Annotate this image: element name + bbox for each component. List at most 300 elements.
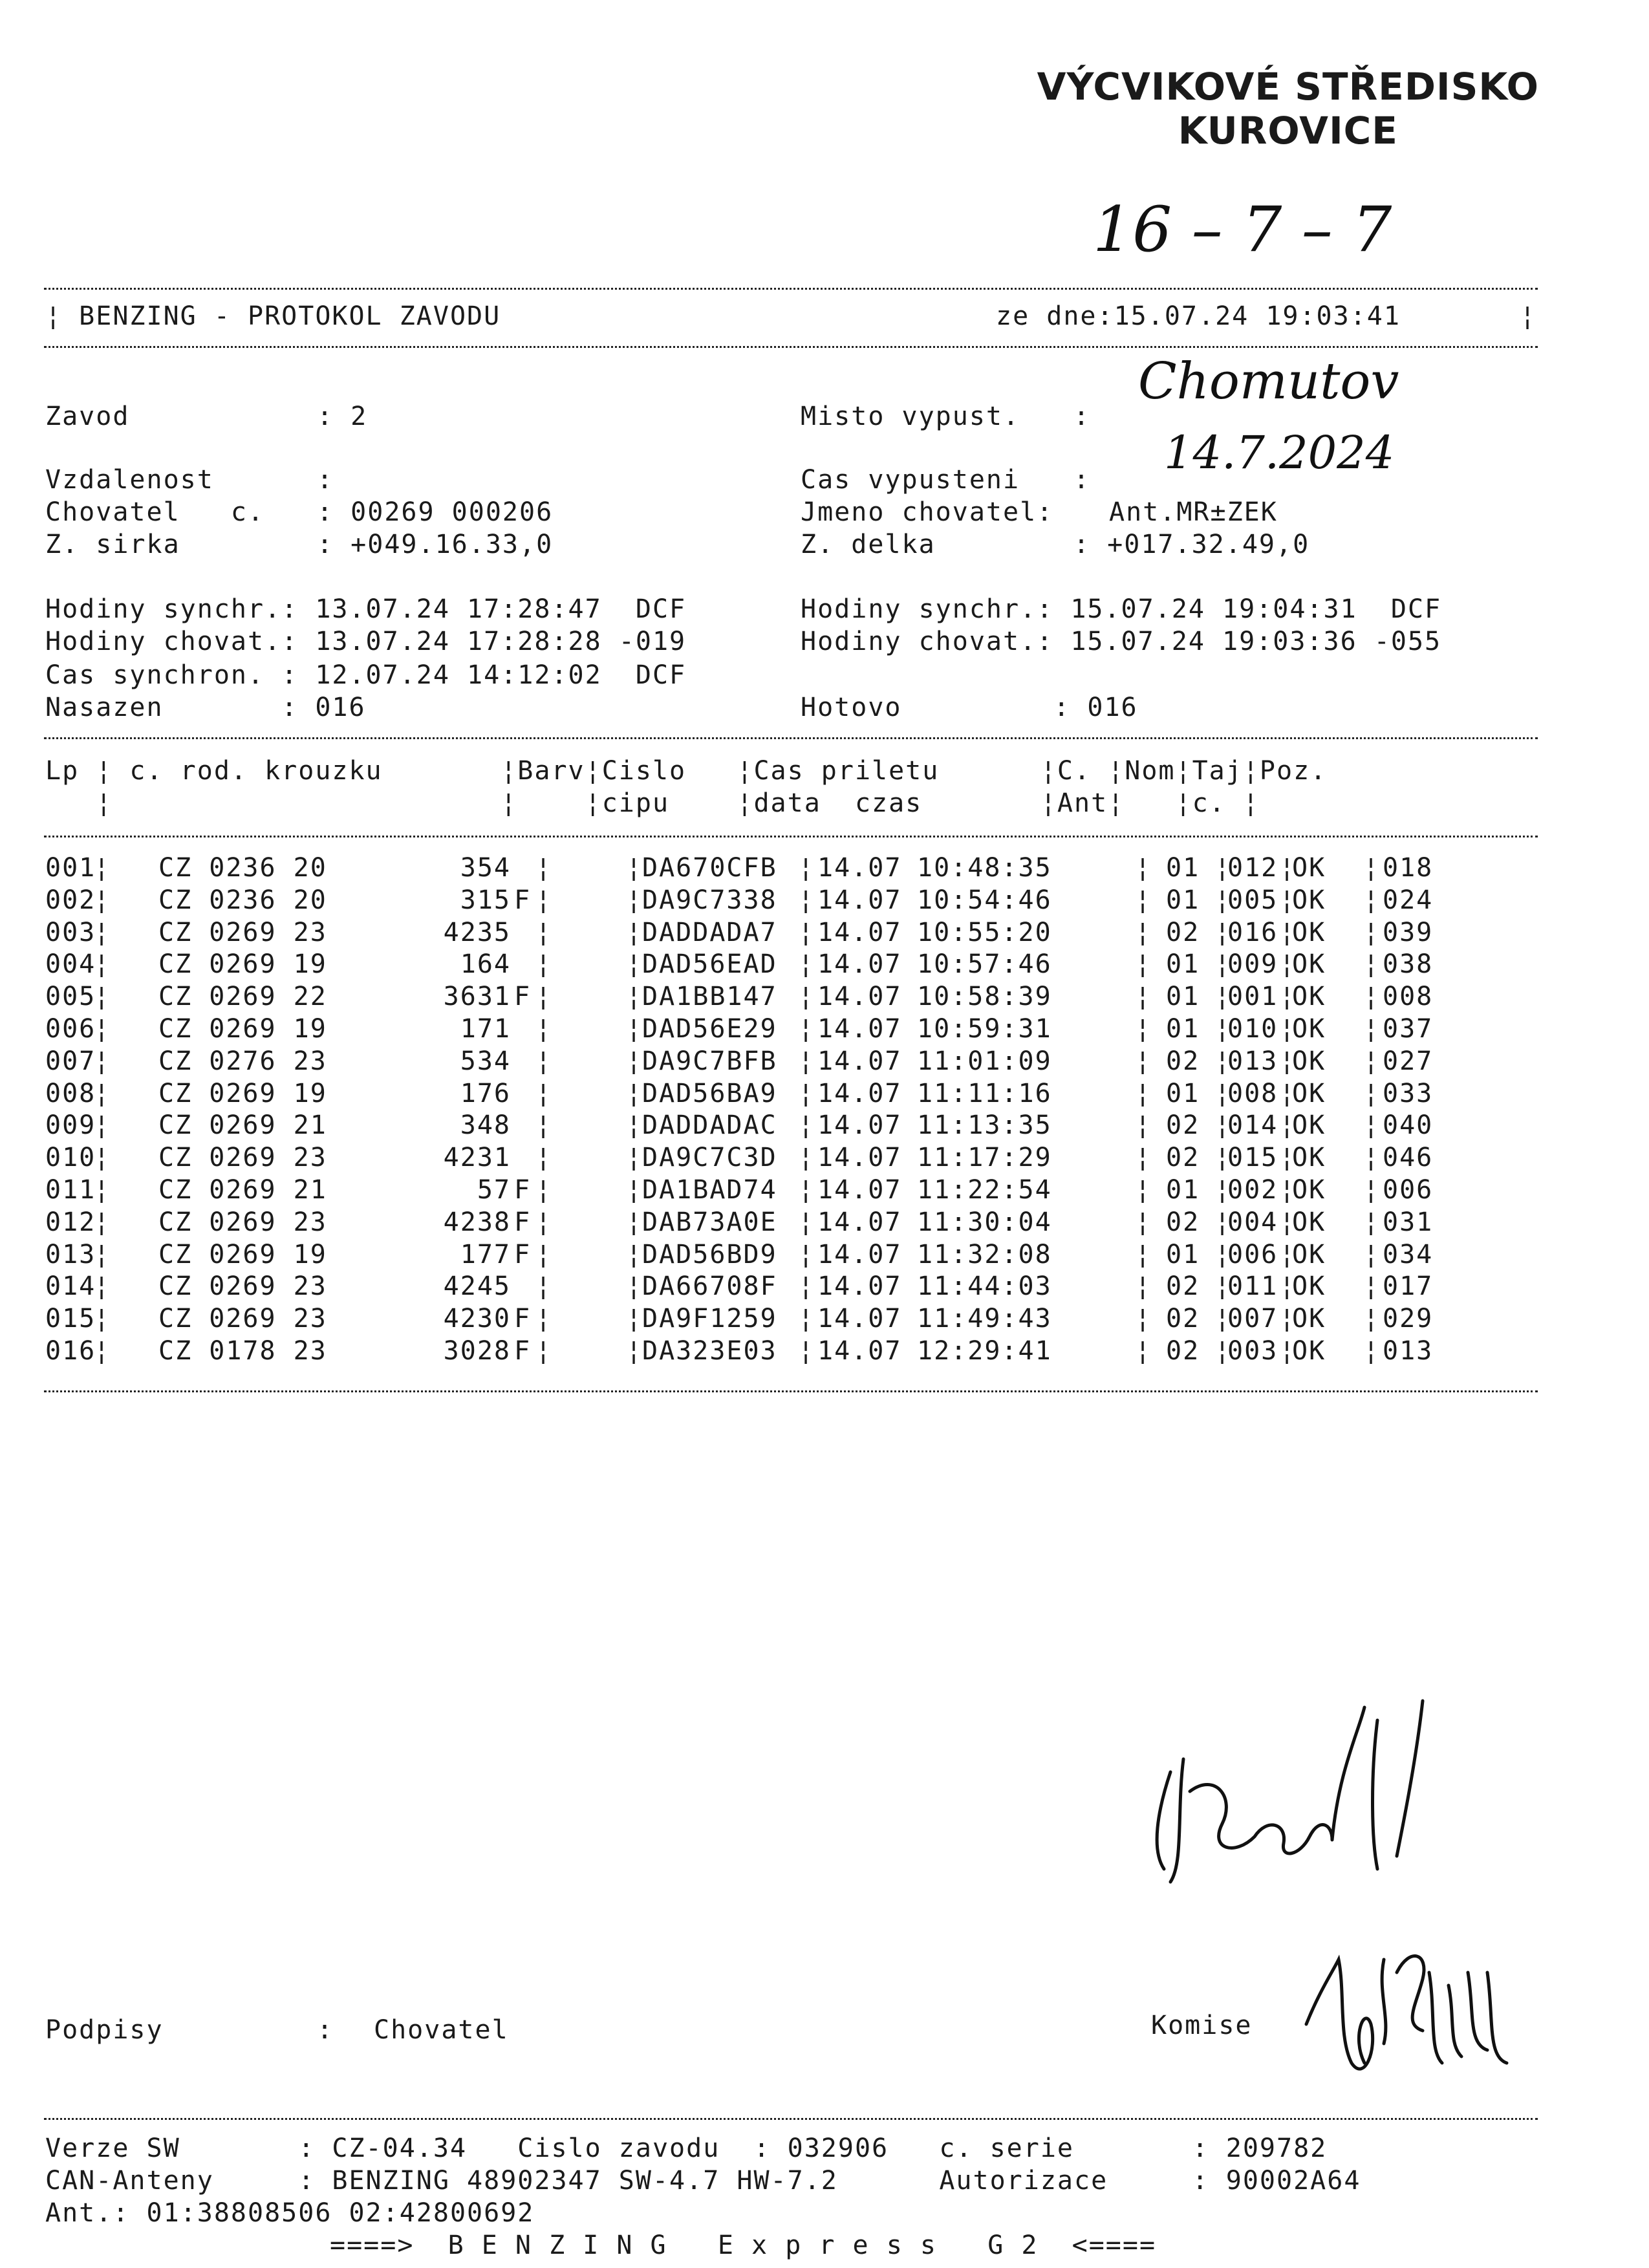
commission-signature (1293, 1934, 1526, 2095)
cell-lp: 014 (45, 1271, 96, 1302)
info-value: : 00269 000206 (317, 497, 554, 527)
info-value: : (317, 465, 334, 495)
cell-date: 14.07 (817, 1143, 902, 1173)
cell-num: 176 (460, 1078, 511, 1108)
column-separator: ¦ (1214, 1143, 1232, 1173)
cell-poz: 037 (1383, 1014, 1434, 1044)
column-separator: ¦ (1279, 1239, 1297, 1269)
table-header-line-1: Lp ¦ c. rod. krouzku ¦Barv¦Cislo ¦Cas priletu ¦C. ¦Nom¦Taj¦Poz. (45, 756, 1328, 786)
cell-nom: 013 (1227, 1046, 1278, 1076)
cell-taj: OK (1292, 1078, 1326, 1108)
column-separator: ¦ (1135, 1110, 1152, 1141)
cell-ring: CZ 0269 19 (158, 949, 327, 980)
column-separator: ¦ (94, 1014, 111, 1044)
cell-nom: 006 (1227, 1239, 1278, 1269)
cell-chip: DADDADA7 (642, 917, 777, 947)
cell-flag (514, 1046, 531, 1077)
column-separator: ¦ (94, 917, 111, 947)
column-separator: ¦ (94, 1143, 111, 1173)
column-separator: ¦ (1363, 1143, 1381, 1173)
column-separator: ¦ (1135, 853, 1152, 883)
cell-ring: CZ 0276 23 (158, 1046, 327, 1076)
cell-ant: 01 (1166, 1078, 1200, 1108)
column-separator: ¦ (1279, 1336, 1297, 1366)
column-separator: ¦ (1363, 982, 1381, 1012)
sync-left: Hodiny synchr.: 13.07.24 17:28:47 DCF (45, 594, 687, 624)
column-separator: ¦ (798, 1336, 815, 1366)
cell-num: 177 (460, 1239, 511, 1269)
column-separator: ¦ (1214, 1304, 1232, 1334)
column-separator: ¦ (535, 885, 553, 915)
cell-num: 534 (460, 1046, 511, 1076)
cell-num: 348 (460, 1110, 511, 1141)
cell-lp: 001 (45, 853, 96, 883)
cell-date: 14.07 (817, 1239, 902, 1269)
cell-taj: OK (1292, 917, 1326, 947)
cell-chip: DADDADAC (642, 1110, 777, 1141)
cell-chip: DAD56BA9 (642, 1078, 777, 1108)
header-end-bar: ¦ (1520, 301, 1537, 331)
column-separator: ¦ (1279, 1143, 1297, 1173)
cell-taj: OK (1292, 1046, 1326, 1076)
cell-chip: DA323E03 (642, 1336, 777, 1366)
cell-chip: DA1BB147 (642, 982, 777, 1012)
cell-date: 14.07 (817, 853, 902, 883)
cell-flag (514, 949, 531, 980)
cell-num: 315 (460, 885, 511, 915)
cell-nom: 008 (1227, 1078, 1278, 1108)
column-separator: ¦ (535, 1143, 553, 1173)
cell-nom: 010 (1227, 1014, 1278, 1044)
cell-ring: CZ 0236 20 (158, 885, 327, 915)
column-separator: ¦ (94, 1336, 111, 1366)
column-separator: ¦ (1135, 1207, 1152, 1237)
cell-flag (514, 1110, 531, 1141)
sync-left: Nasazen : 016 (45, 693, 366, 722)
cell-ant: 02 (1166, 1143, 1200, 1173)
cell-num: 3028 (443, 1336, 511, 1366)
info-label: Vzdalenost (45, 465, 214, 495)
column-separator: ¦ (798, 1175, 815, 1205)
cell-flag: F (514, 1207, 532, 1237)
cell-time: 11:17:29 (917, 1143, 1052, 1173)
cell-poz: 006 (1383, 1175, 1434, 1205)
column-separator: ¦ (1363, 1239, 1381, 1269)
cell-ring: CZ 0269 21 (158, 1110, 327, 1141)
column-separator: ¦ (798, 1271, 815, 1302)
cell-ant: 02 (1166, 1110, 1200, 1141)
cell-num: 4235 (443, 917, 511, 947)
column-separator: ¦ (798, 1143, 815, 1173)
column-separator: ¦ (535, 853, 553, 883)
column-separator: ¦ (626, 1207, 643, 1237)
cell-ring: CZ 0269 19 (158, 1078, 327, 1108)
column-separator: ¦ (798, 917, 815, 947)
cell-date: 14.07 (817, 1078, 902, 1108)
cell-ant: 02 (1166, 1207, 1200, 1237)
cell-lp: 016 (45, 1336, 96, 1366)
column-separator: ¦ (798, 982, 815, 1012)
cell-flag: F (514, 885, 532, 915)
cell-poz: 038 (1383, 949, 1434, 980)
cell-ring: CZ 0269 19 (158, 1239, 327, 1269)
info-label: Jmeno chovatel: (801, 497, 1054, 527)
column-separator: ¦ (798, 1110, 815, 1141)
column-separator: ¦ (535, 1271, 553, 1302)
column-separator: ¦ (94, 1239, 111, 1269)
cell-taj: OK (1292, 1239, 1326, 1269)
cell-ant: 01 (1166, 949, 1200, 980)
cell-flag (514, 1142, 531, 1173)
column-separator: ¦ (535, 1014, 553, 1044)
column-separator: ¦ (1363, 1078, 1381, 1108)
cell-poz: 039 (1383, 917, 1434, 947)
column-separator: ¦ (1363, 1110, 1381, 1141)
column-separator: ¦ (1135, 885, 1152, 915)
cell-taj: OK (1292, 1304, 1326, 1334)
column-separator: ¦ (626, 1271, 643, 1302)
column-separator: ¦ (1279, 1110, 1297, 1141)
cell-lp: 006 (45, 1014, 96, 1044)
cell-poz: 031 (1383, 1207, 1434, 1237)
column-separator: ¦ (626, 1143, 643, 1173)
info-label: Chovatel c. (45, 497, 265, 527)
column-separator: ¦ (1279, 1175, 1297, 1205)
column-separator: ¦ (798, 1014, 815, 1044)
cell-poz: 013 (1383, 1336, 1434, 1366)
column-separator: ¦ (798, 1304, 815, 1334)
cell-date: 14.07 (817, 1207, 902, 1237)
column-separator: ¦ (626, 1304, 643, 1334)
column-separator: ¦ (798, 1046, 815, 1076)
cell-ant: 02 (1166, 1271, 1200, 1302)
breeder-signature-label: Chovatel (374, 2015, 509, 2045)
cell-lp: 015 (45, 1304, 96, 1334)
cell-time: 10:48:35 (917, 853, 1052, 883)
column-separator: ¦ (1363, 1046, 1381, 1076)
cell-poz: 034 (1383, 1239, 1434, 1269)
column-separator: ¦ (535, 1078, 553, 1108)
cell-lp: 009 (45, 1110, 96, 1141)
divider (44, 2118, 1538, 2120)
column-separator: ¦ (626, 949, 643, 980)
cell-flag (514, 917, 531, 948)
cell-taj: OK (1292, 885, 1326, 915)
cell-time: 11:49:43 (917, 1304, 1052, 1334)
column-separator: ¦ (1214, 949, 1232, 980)
sync-left: Cas synchron. : 12.07.24 14:12:02 DCF (45, 660, 687, 690)
column-separator: ¦ (1279, 1207, 1297, 1237)
column-separator: ¦ (94, 885, 111, 915)
column-separator: ¦ (1135, 1271, 1152, 1302)
handwritten-date-mark: 16 – 7 – 7 (1093, 193, 1392, 266)
column-separator: ¦ (1214, 853, 1232, 883)
column-separator: ¦ (626, 1336, 643, 1366)
column-separator: ¦ (94, 853, 111, 883)
footer-antenna-line: CAN-Anteny : BENZING 48902347 SW-4.7 HW-7.2 Autorizace : 90002A64 (45, 2166, 1361, 2196)
sync-right: Hodiny synchr.: 15.07.24 19:04:31 DCF (801, 594, 1442, 624)
column-separator: ¦ (535, 982, 553, 1012)
cell-lp: 005 (45, 982, 96, 1012)
column-separator: ¦ (798, 853, 815, 883)
cell-date: 14.07 (817, 1014, 902, 1044)
sync-right: Hotovo : 016 (801, 693, 1138, 722)
column-separator: ¦ (626, 1175, 643, 1205)
column-separator: ¦ (94, 1078, 111, 1108)
column-separator: ¦ (798, 1207, 815, 1237)
info-value: : +017.32.49,0 (1073, 530, 1310, 559)
cell-chip: DA66708F (642, 1271, 777, 1302)
cell-flag: F (514, 1175, 532, 1205)
column-separator: ¦ (1135, 917, 1152, 947)
column-separator: ¦ (798, 949, 815, 980)
footer-device-banner: ====> B E N Z I N G E x p r e s s G 2 <==== (330, 2230, 1157, 2260)
cell-nom: 001 (1227, 982, 1278, 1012)
column-separator: ¦ (535, 1336, 553, 1366)
cell-num: 4230 (443, 1304, 511, 1334)
breeder-signature (1145, 1694, 1481, 1888)
column-separator: ¦ (94, 1207, 111, 1237)
signatures-colon: : (317, 2015, 334, 2045)
cell-chip: DA670CFB (642, 853, 777, 883)
cell-lp: 010 (45, 1143, 96, 1173)
column-separator: ¦ (626, 1046, 643, 1076)
cell-taj: OK (1292, 1110, 1326, 1141)
cell-time: 10:55:20 (917, 917, 1052, 947)
cell-time: 10:58:39 (917, 982, 1052, 1012)
column-separator: ¦ (1363, 885, 1381, 915)
cell-chip: DA9F1259 (642, 1304, 777, 1334)
cell-taj: OK (1292, 1143, 1326, 1173)
column-separator: ¦ (1363, 1336, 1381, 1366)
cell-poz: 029 (1383, 1304, 1434, 1334)
column-separator: ¦ (1214, 982, 1232, 1012)
info-value: : +049.16.33,0 (317, 530, 554, 559)
cell-poz: 024 (1383, 885, 1434, 915)
cell-taj: OK (1292, 1207, 1326, 1237)
cell-nom: 002 (1227, 1175, 1278, 1205)
divider (44, 1390, 1538, 1392)
column-separator: ¦ (626, 1110, 643, 1141)
column-separator: ¦ (1363, 1271, 1381, 1302)
column-separator: ¦ (1214, 1207, 1232, 1237)
cell-lp: 002 (45, 885, 96, 915)
cell-flag: F (514, 1304, 532, 1334)
column-separator: ¦ (626, 982, 643, 1012)
column-separator: ¦ (1279, 1014, 1297, 1044)
column-separator: ¦ (535, 1207, 553, 1237)
column-separator: ¦ (1135, 949, 1152, 980)
column-separator: ¦ (626, 1014, 643, 1044)
cell-time: 11:30:04 (917, 1207, 1052, 1237)
column-separator: ¦ (1214, 1239, 1232, 1269)
cell-lp: 007 (45, 1046, 96, 1076)
column-separator: ¦ (94, 949, 111, 980)
column-separator: ¦ (1279, 982, 1297, 1012)
cell-taj: OK (1292, 982, 1326, 1012)
cell-chip: DAD56BD9 (642, 1239, 777, 1269)
footer-antenna-ids: Ant.: 01:38808506 02:42800692 (45, 2198, 535, 2228)
column-separator: ¦ (1363, 1175, 1381, 1205)
cell-date: 14.07 (817, 1271, 902, 1302)
column-separator: ¦ (1214, 1271, 1232, 1302)
column-separator: ¦ (94, 1304, 111, 1334)
info-label: Cas vypusteni (801, 465, 1020, 495)
cell-date: 14.07 (817, 949, 902, 980)
cell-ant: 01 (1166, 1239, 1200, 1269)
column-separator: ¦ (94, 1271, 111, 1302)
cell-poz: 033 (1383, 1078, 1434, 1108)
column-separator: ¦ (1135, 1143, 1152, 1173)
cell-taj: OK (1292, 1271, 1326, 1302)
cell-lp: 004 (45, 949, 96, 980)
cell-ring: CZ 0269 23 (158, 917, 327, 947)
cell-num: 4238 (443, 1207, 511, 1237)
cell-date: 14.07 (817, 1046, 902, 1076)
cell-nom: 009 (1227, 949, 1278, 980)
cell-nom: 014 (1227, 1110, 1278, 1141)
cell-nom: 007 (1227, 1304, 1278, 1334)
cell-taj: OK (1292, 1175, 1326, 1205)
column-separator: ¦ (1279, 1304, 1297, 1334)
cell-time: 12:29:41 (917, 1336, 1052, 1366)
cell-flag (514, 1271, 531, 1302)
cell-time: 10:57:46 (917, 949, 1052, 980)
signatures-label: Podpisy (45, 2015, 164, 2045)
cell-num: 57 (477, 1175, 511, 1205)
column-separator: ¦ (1363, 949, 1381, 980)
cell-lp: 003 (45, 917, 96, 947)
column-separator: ¦ (626, 1078, 643, 1108)
cell-flag (514, 1013, 531, 1044)
cell-nom: 005 (1227, 885, 1278, 915)
column-separator: ¦ (1135, 1239, 1152, 1269)
column-separator: ¦ (535, 1304, 553, 1334)
commission-signature-label: Komise (1151, 2011, 1253, 2040)
cell-lp: 011 (45, 1175, 96, 1205)
info-label: Z. sirka (45, 530, 180, 559)
cell-lp: 008 (45, 1078, 96, 1108)
cell-nom: 012 (1227, 853, 1278, 883)
column-separator: ¦ (535, 917, 553, 947)
column-separator: ¦ (798, 1078, 815, 1108)
column-separator: ¦ (1279, 1271, 1297, 1302)
cell-ring: CZ 0236 20 (158, 853, 327, 883)
sync-left: Hodiny chovat.: 13.07.24 17:28:28 -019 (45, 627, 687, 656)
column-separator: ¦ (94, 1110, 111, 1141)
column-separator: ¦ (1279, 1078, 1297, 1108)
column-separator: ¦ (1135, 982, 1152, 1012)
column-separator: ¦ (626, 885, 643, 915)
column-separator: ¦ (1363, 1304, 1381, 1334)
table-header-line-2: ¦ ¦ ¦cipu ¦data czas ¦Ant¦ ¦c. ¦ (45, 788, 1260, 818)
cell-ring: CZ 0269 19 (158, 1014, 327, 1044)
cell-nom: 004 (1227, 1207, 1278, 1237)
column-separator: ¦ (1279, 949, 1297, 980)
column-separator: ¦ (1279, 853, 1297, 883)
column-separator: ¦ (1135, 1304, 1152, 1334)
column-separator: ¦ (798, 885, 815, 915)
cell-ring: CZ 0269 21 (158, 1175, 327, 1205)
cell-taj: OK (1292, 949, 1326, 980)
cell-poz: 018 (1383, 853, 1434, 883)
cell-ant: 01 (1166, 1175, 1200, 1205)
column-separator: ¦ (94, 1046, 111, 1076)
cell-time: 11:11:16 (917, 1078, 1052, 1108)
column-separator: ¦ (94, 982, 111, 1012)
cell-ant: 02 (1166, 1304, 1200, 1334)
cell-time: 11:13:35 (917, 1110, 1052, 1141)
column-separator: ¦ (626, 853, 643, 883)
cell-date: 14.07 (817, 885, 902, 915)
info-value: : 2 (317, 402, 368, 431)
info-value: Ant.MR±ZEK (1109, 497, 1278, 527)
info-label: Zavod (45, 402, 130, 431)
column-separator: ¦ (1135, 1014, 1152, 1044)
column-separator: ¦ (1135, 1046, 1152, 1076)
cell-nom: 003 (1227, 1336, 1278, 1366)
column-separator: ¦ (1363, 1207, 1381, 1237)
cell-flag: F (514, 1239, 532, 1269)
cell-ring: CZ 0269 23 (158, 1207, 327, 1237)
column-separator: ¦ (1214, 1078, 1232, 1108)
info-value: : (1073, 465, 1091, 495)
cell-num: 164 (460, 949, 511, 980)
cell-chip: DAD56E29 (642, 1014, 777, 1044)
info-value: : (1073, 402, 1091, 431)
cell-time: 11:32:08 (917, 1239, 1052, 1269)
info-label: Z. delka (801, 530, 936, 559)
cell-chip: DAB73A0E (642, 1207, 777, 1237)
cell-ant: 02 (1166, 1336, 1200, 1366)
cell-ring: CZ 0269 22 (158, 982, 327, 1012)
footer-software-line: Verze SW : CZ-04.34 Cislo zavodu : 032906 c. serie : 209782 (45, 2133, 1328, 2163)
column-separator: ¦ (1135, 1336, 1152, 1366)
cell-poz: 017 (1383, 1271, 1434, 1302)
cell-chip: DAD56EAD (642, 949, 777, 980)
stamp-line-2: KUROVICE (1178, 109, 1398, 153)
cell-poz: 027 (1383, 1046, 1434, 1076)
sync-right: Hodiny chovat.: 15.07.24 19:03:36 -055 (801, 627, 1442, 656)
cell-ant: 01 (1166, 853, 1200, 883)
column-separator: ¦ (1363, 917, 1381, 947)
cell-nom: 011 (1227, 1271, 1278, 1302)
cell-time: 11:22:54 (917, 1175, 1052, 1205)
cell-flag (514, 1078, 531, 1109)
document-date: ze dne:15.07.24 19:03:41 (996, 301, 1401, 331)
column-separator: ¦ (1214, 1046, 1232, 1076)
cell-date: 14.07 (817, 917, 902, 947)
cell-chip: DA1BAD74 (642, 1175, 777, 1205)
cell-num: 171 (460, 1014, 511, 1044)
cell-ring: CZ 0269 23 (158, 1143, 327, 1173)
cell-time: 11:01:09 (917, 1046, 1052, 1076)
cell-nom: 015 (1227, 1143, 1278, 1173)
cell-date: 14.07 (817, 982, 902, 1012)
cell-date: 14.07 (817, 1175, 902, 1205)
column-separator: ¦ (798, 1239, 815, 1269)
column-separator: ¦ (1279, 917, 1297, 947)
column-separator: ¦ (1363, 853, 1381, 883)
cell-flag: F (514, 982, 532, 1012)
column-separator: ¦ (1135, 1078, 1152, 1108)
column-separator: ¦ (94, 1175, 111, 1205)
cell-chip: DA9C7338 (642, 885, 777, 915)
column-separator: ¦ (626, 1239, 643, 1269)
column-separator: ¦ (535, 1175, 553, 1205)
cell-date: 14.07 (817, 1336, 902, 1366)
cell-time: 10:59:31 (917, 1014, 1052, 1044)
